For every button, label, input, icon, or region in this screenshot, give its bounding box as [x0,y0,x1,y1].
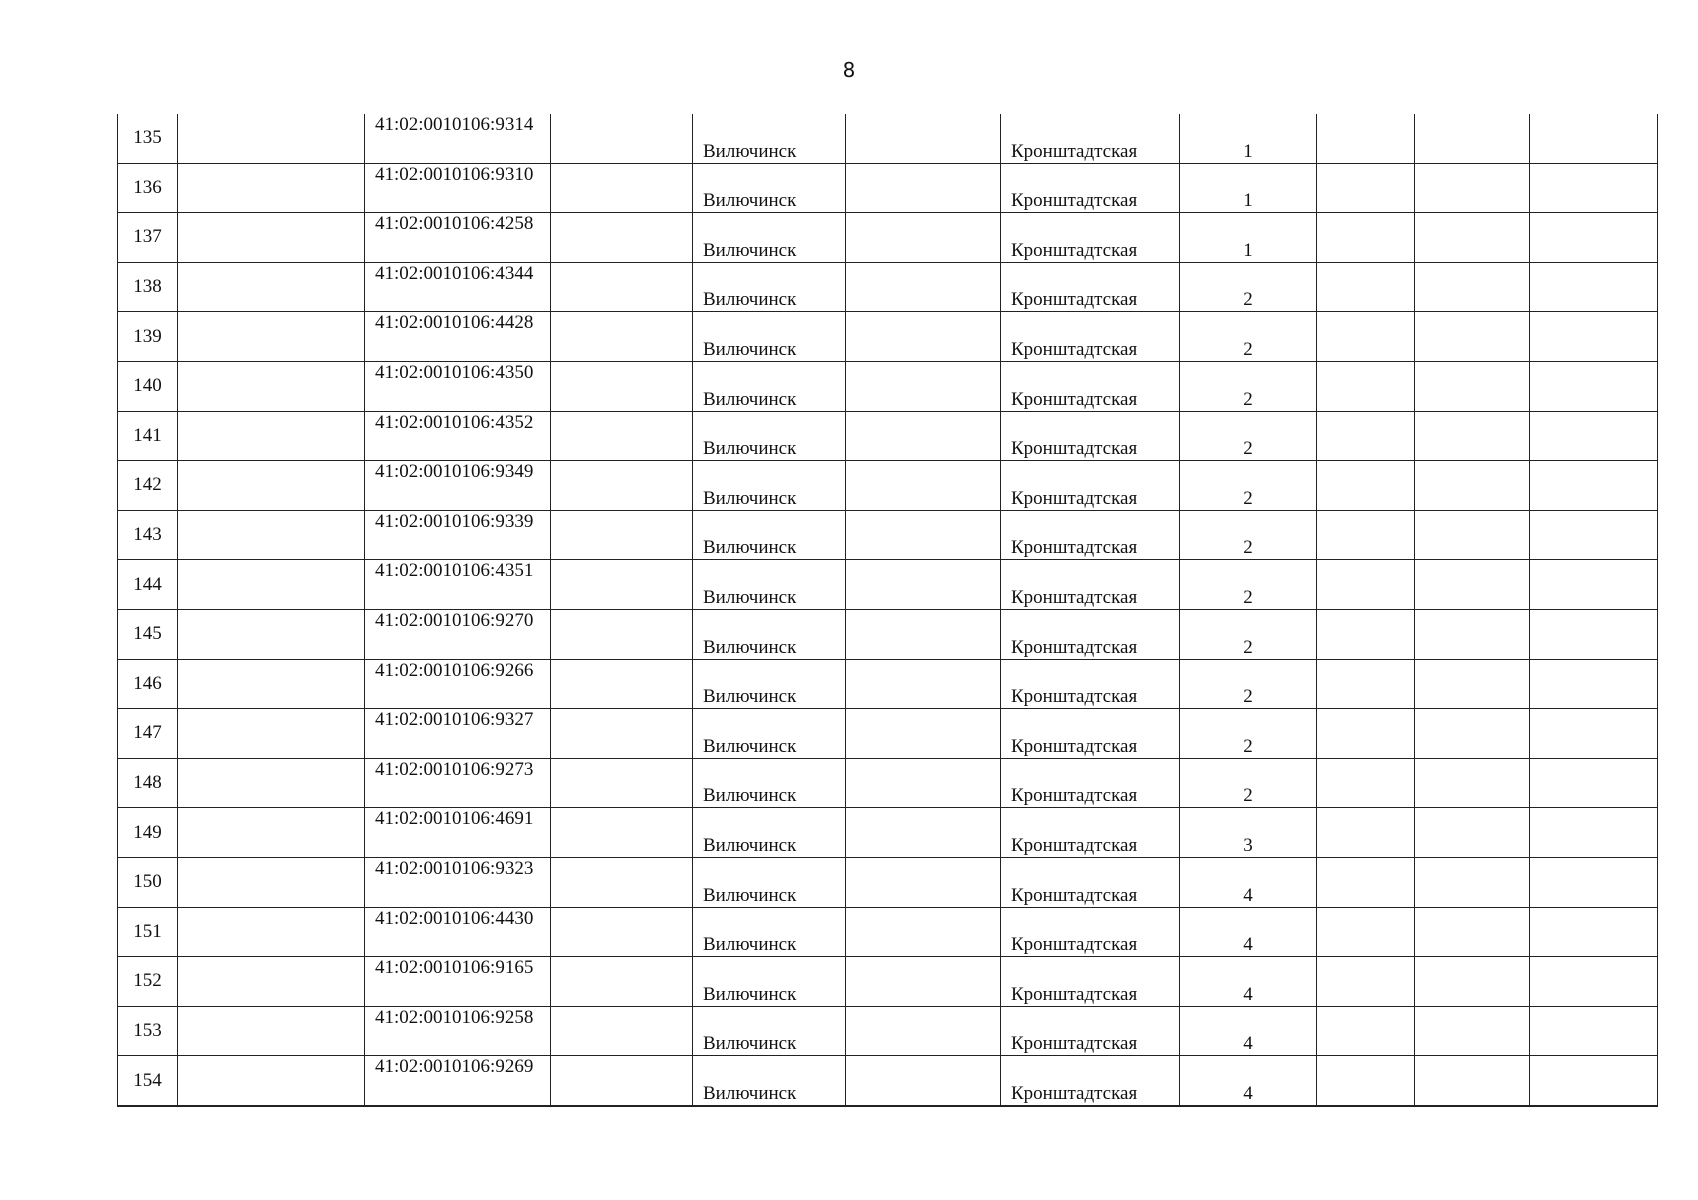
row-number-cell: 139 [118,312,178,362]
empty-cell [1317,560,1415,610]
cadastral-number-cell [365,114,551,163]
empty-cell [551,1006,693,1056]
empty-cell [1317,262,1415,312]
empty-cell [1530,709,1658,759]
cadastral-number: 41:02:0010106:9339 [375,510,534,532]
empty-cell [846,262,1001,312]
city-cell: Вилючинск [693,907,846,957]
row-number-cell: 136 [118,163,178,213]
empty-cell [178,609,365,659]
empty-cell [178,659,365,709]
empty-cell [1530,659,1658,709]
house-number-cell: 4 [1180,907,1317,957]
empty-cell [846,361,1001,411]
empty-cell [1415,361,1530,411]
house-number-cell: 1 [1180,163,1317,213]
empty-cell [1530,163,1658,213]
street-cell: Кронштадтская [1001,1056,1180,1106]
empty-cell [1317,857,1415,907]
street-cell: Кронштадтская [1001,163,1180,213]
empty-cell [1317,709,1415,759]
city-cell: Вилючинск [693,709,846,759]
row-number-cell: 143 [118,510,178,560]
empty-cell [551,411,693,461]
cadastral-number: 41:02:0010106:4258 [375,213,534,235]
empty-cell [178,1056,365,1106]
cadastral-number-cell [365,461,551,511]
street-cell: Кронштадтская [1001,461,1180,511]
table-row [118,213,1658,263]
cadastral-number-cell [365,808,551,858]
table-row [118,262,1658,312]
city-cell: Вилючинск [693,1056,846,1106]
cadastral-number: 41:02:0010106:9269 [375,1056,534,1078]
house-number-cell: 2 [1180,609,1317,659]
empty-cell [1530,262,1658,312]
empty-cell [551,560,693,610]
empty-cell [1530,1006,1658,1056]
cadastral-number: 41:02:0010106:9314 [375,114,534,135]
page-number: 8 [842,58,856,82]
empty-cell [178,709,365,759]
cadastral-number: 41:02:0010106:4344 [375,262,534,284]
city-cell: Вилючинск [693,411,846,461]
empty-cell [551,957,693,1007]
row-number-cell: 135 [118,114,178,163]
empty-cell [1317,461,1415,511]
table-row [118,709,1658,759]
cadastral-number-cell [365,659,551,709]
house-number-cell: 2 [1180,560,1317,610]
empty-cell [1415,659,1530,709]
empty-cell [846,659,1001,709]
empty-cell [846,163,1001,213]
empty-cell [846,1056,1001,1106]
empty-cell [846,957,1001,1007]
cadastral-number-cell [365,262,551,312]
cadastral-number-cell [365,213,551,263]
city-cell: Вилючинск [693,808,846,858]
house-number-cell: 2 [1180,411,1317,461]
empty-cell [178,163,365,213]
table-row [118,361,1658,411]
table-row [118,659,1658,709]
cadastral-number-cell [365,361,551,411]
street-cell: Кронштадтская [1001,808,1180,858]
house-number-cell: 4 [1180,857,1317,907]
row-number-cell: 149 [118,808,178,858]
empty-cell [846,709,1001,759]
registry-table [117,114,1658,1107]
empty-cell [1415,857,1530,907]
empty-cell [846,1006,1001,1056]
city-cell: Вилючинск [693,361,846,411]
cadastral-number: 41:02:0010106:9270 [375,609,534,631]
empty-cell [1317,163,1415,213]
table-row [118,957,1658,1007]
row-number-cell: 140 [118,361,178,411]
table-row [118,560,1658,610]
empty-cell [178,361,365,411]
street-cell: Кронштадтская [1001,262,1180,312]
city-cell: Вилючинск [693,262,846,312]
house-number-cell: 4 [1180,1006,1317,1056]
row-number-cell: 142 [118,461,178,511]
empty-cell [1415,609,1530,659]
empty-cell [1415,213,1530,263]
table-row [118,758,1658,808]
cadastral-number: 41:02:0010106:9327 [375,709,534,731]
empty-cell [1415,510,1530,560]
empty-cell [1415,560,1530,610]
empty-cell [1415,758,1530,808]
city-cell: Вилючинск [693,857,846,907]
row-number-cell: 145 [118,609,178,659]
empty-cell [1415,1006,1530,1056]
cadastral-number-cell [365,510,551,560]
house-number-cell: 2 [1180,461,1317,511]
street-cell: Кронштадтская [1001,213,1180,263]
empty-cell [178,957,365,1007]
empty-cell [1317,659,1415,709]
empty-cell [846,213,1001,263]
street-cell: Кронштадтская [1001,510,1180,560]
row-number-cell: 138 [118,262,178,312]
empty-cell [1530,510,1658,560]
empty-cell [178,510,365,560]
empty-cell [551,808,693,858]
empty-cell [1415,163,1530,213]
empty-cell [1530,114,1658,163]
table-row [118,510,1658,560]
row-number-cell: 151 [118,907,178,957]
cadastral-number-cell [365,560,551,610]
row-number-cell: 148 [118,758,178,808]
cadastral-number: 41:02:0010106:4428 [375,312,534,334]
street-cell: Кронштадтская [1001,857,1180,907]
empty-cell [1530,411,1658,461]
row-number-cell: 144 [118,560,178,610]
empty-cell [551,609,693,659]
empty-cell [551,262,693,312]
empty-cell [1530,758,1658,808]
house-number-cell: 3 [1180,808,1317,858]
row-number-cell: 150 [118,857,178,907]
cadastral-number-cell [365,907,551,957]
empty-cell [1415,709,1530,759]
empty-cell [551,461,693,511]
city-cell: Вилючинск [693,659,846,709]
table-row [118,609,1658,659]
empty-cell [178,114,365,163]
table-row [118,114,1658,163]
empty-cell [1317,957,1415,1007]
city-cell: Вилючинск [693,312,846,362]
cadastral-number: 41:02:0010106:9310 [375,163,534,185]
empty-cell [551,758,693,808]
table-row [118,411,1658,461]
row-number-cell: 147 [118,709,178,759]
street-cell: Кронштадтская [1001,709,1180,759]
cadastral-number-cell [365,957,551,1007]
table-row [118,1056,1658,1106]
city-cell: Вилючинск [693,213,846,263]
empty-cell [551,312,693,362]
table-row [118,163,1658,213]
street-cell: Кронштадтская [1001,312,1180,362]
empty-cell [1530,461,1658,511]
table-row [118,808,1658,858]
empty-cell [1415,312,1530,362]
street-cell: Кронштадтская [1001,411,1180,461]
street-cell: Кронштадтская [1001,1006,1180,1056]
table-row [118,1006,1658,1056]
empty-cell [1317,312,1415,362]
house-number-cell: 2 [1180,510,1317,560]
empty-cell [1317,213,1415,263]
empty-cell [178,461,365,511]
cadastral-number: 41:02:0010106:4351 [375,560,534,582]
empty-cell [1415,411,1530,461]
street-cell: Кронштадтская [1001,907,1180,957]
city-cell: Вилючинск [693,461,846,511]
empty-cell [178,560,365,610]
cadastral-number-cell [365,709,551,759]
empty-cell [1317,510,1415,560]
empty-cell [1317,758,1415,808]
empty-cell [1317,609,1415,659]
empty-cell [551,114,693,163]
empty-cell [1530,808,1658,858]
cadastral-number: 41:02:0010106:9323 [375,857,534,879]
row-number-cell: 153 [118,1006,178,1056]
street-cell: Кронштадтская [1001,114,1180,163]
house-number-cell: 2 [1180,709,1317,759]
house-number-cell: 2 [1180,361,1317,411]
row-number-cell: 137 [118,213,178,263]
house-number-cell: 2 [1180,758,1317,808]
cadastral-number: 41:02:0010106:9349 [375,461,534,483]
table-row [118,461,1658,511]
city-cell: Вилючинск [693,560,846,610]
street-cell: Кронштадтская [1001,609,1180,659]
empty-cell [846,758,1001,808]
empty-cell [178,262,365,312]
row-number-cell: 154 [118,1056,178,1106]
city-cell: Вилючинск [693,1006,846,1056]
empty-cell [846,907,1001,957]
cadastral-number-cell [365,609,551,659]
empty-cell [551,857,693,907]
empty-cell [178,907,365,957]
empty-cell [551,361,693,411]
empty-cell [178,213,365,263]
cadastral-number: 41:02:0010106:9258 [375,1006,534,1028]
empty-cell [1530,609,1658,659]
empty-cell [1530,213,1658,263]
empty-cell [846,114,1001,163]
empty-cell [1530,907,1658,957]
empty-cell [1415,1056,1530,1106]
city-cell: Вилючинск [693,163,846,213]
empty-cell [178,808,365,858]
cadastral-number-cell [365,163,551,213]
empty-cell [1317,907,1415,957]
row-number-cell: 141 [118,411,178,461]
empty-cell [1415,461,1530,511]
empty-cell [1317,1056,1415,1106]
city-cell: Вилючинск [693,758,846,808]
empty-cell [1530,857,1658,907]
empty-cell [846,461,1001,511]
cadastral-number-cell [365,1006,551,1056]
empty-cell [178,411,365,461]
street-cell: Кронштадтская [1001,659,1180,709]
street-cell: Кронштадтская [1001,957,1180,1007]
empty-cell [551,709,693,759]
house-number-cell: 4 [1180,957,1317,1007]
cadastral-number: 41:02:0010106:4352 [375,411,534,433]
cadastral-number: 41:02:0010106:4350 [375,361,534,383]
empty-cell [846,560,1001,610]
empty-cell [551,659,693,709]
empty-cell [846,411,1001,461]
empty-cell [1317,1006,1415,1056]
cadastral-number: 41:02:0010106:9273 [375,758,534,780]
empty-cell [1530,361,1658,411]
table-row [118,857,1658,907]
table-row [118,907,1658,957]
house-number-cell: 1 [1180,114,1317,163]
empty-cell [846,312,1001,362]
cadastral-number-cell [365,758,551,808]
house-number-cell: 2 [1180,659,1317,709]
cadastral-number-cell [365,1056,551,1106]
house-number-cell: 1 [1180,213,1317,263]
empty-cell [551,163,693,213]
row-number-cell: 152 [118,957,178,1007]
cadastral-number: 41:02:0010106:4691 [375,808,534,830]
empty-cell [178,312,365,362]
empty-cell [551,1056,693,1106]
empty-cell [846,609,1001,659]
empty-cell [1317,114,1415,163]
cadastral-number: 41:02:0010106:9266 [375,659,534,681]
empty-cell [1415,957,1530,1007]
cadastral-number: 41:02:0010106:9165 [375,957,534,979]
street-cell: Кронштадтская [1001,361,1180,411]
house-number-cell: 4 [1180,1056,1317,1106]
empty-cell [1530,1056,1658,1106]
empty-cell [1415,907,1530,957]
table-body [118,114,1658,1106]
empty-cell [551,213,693,263]
cadastral-number: 41:02:0010106:4430 [375,907,534,929]
empty-cell [846,808,1001,858]
empty-cell [1415,114,1530,163]
empty-cell [1317,411,1415,461]
empty-cell [1415,808,1530,858]
cadastral-number-cell [365,312,551,362]
empty-cell [178,758,365,808]
street-cell: Кронштадтская [1001,758,1180,808]
house-number-cell: 2 [1180,262,1317,312]
empty-cell [551,907,693,957]
street-cell: Кронштадтская [1001,560,1180,610]
empty-cell [1530,312,1658,362]
cadastral-number-cell [365,411,551,461]
row-number-cell: 146 [118,659,178,709]
empty-cell [1317,808,1415,858]
house-number-cell: 2 [1180,312,1317,362]
empty-cell [551,510,693,560]
table-row [118,312,1658,362]
city-cell: Вилючинск [693,114,846,163]
empty-cell [1415,262,1530,312]
empty-cell [178,1006,365,1056]
empty-cell [846,510,1001,560]
empty-cell [846,857,1001,907]
empty-cell [1530,957,1658,1007]
empty-cell [178,857,365,907]
city-cell: Вилючинск [693,957,846,1007]
empty-cell [1317,361,1415,411]
city-cell: Вилючинск [693,510,846,560]
empty-cell [1530,560,1658,610]
cadastral-number-cell [365,857,551,907]
city-cell: Вилючинск [693,609,846,659]
